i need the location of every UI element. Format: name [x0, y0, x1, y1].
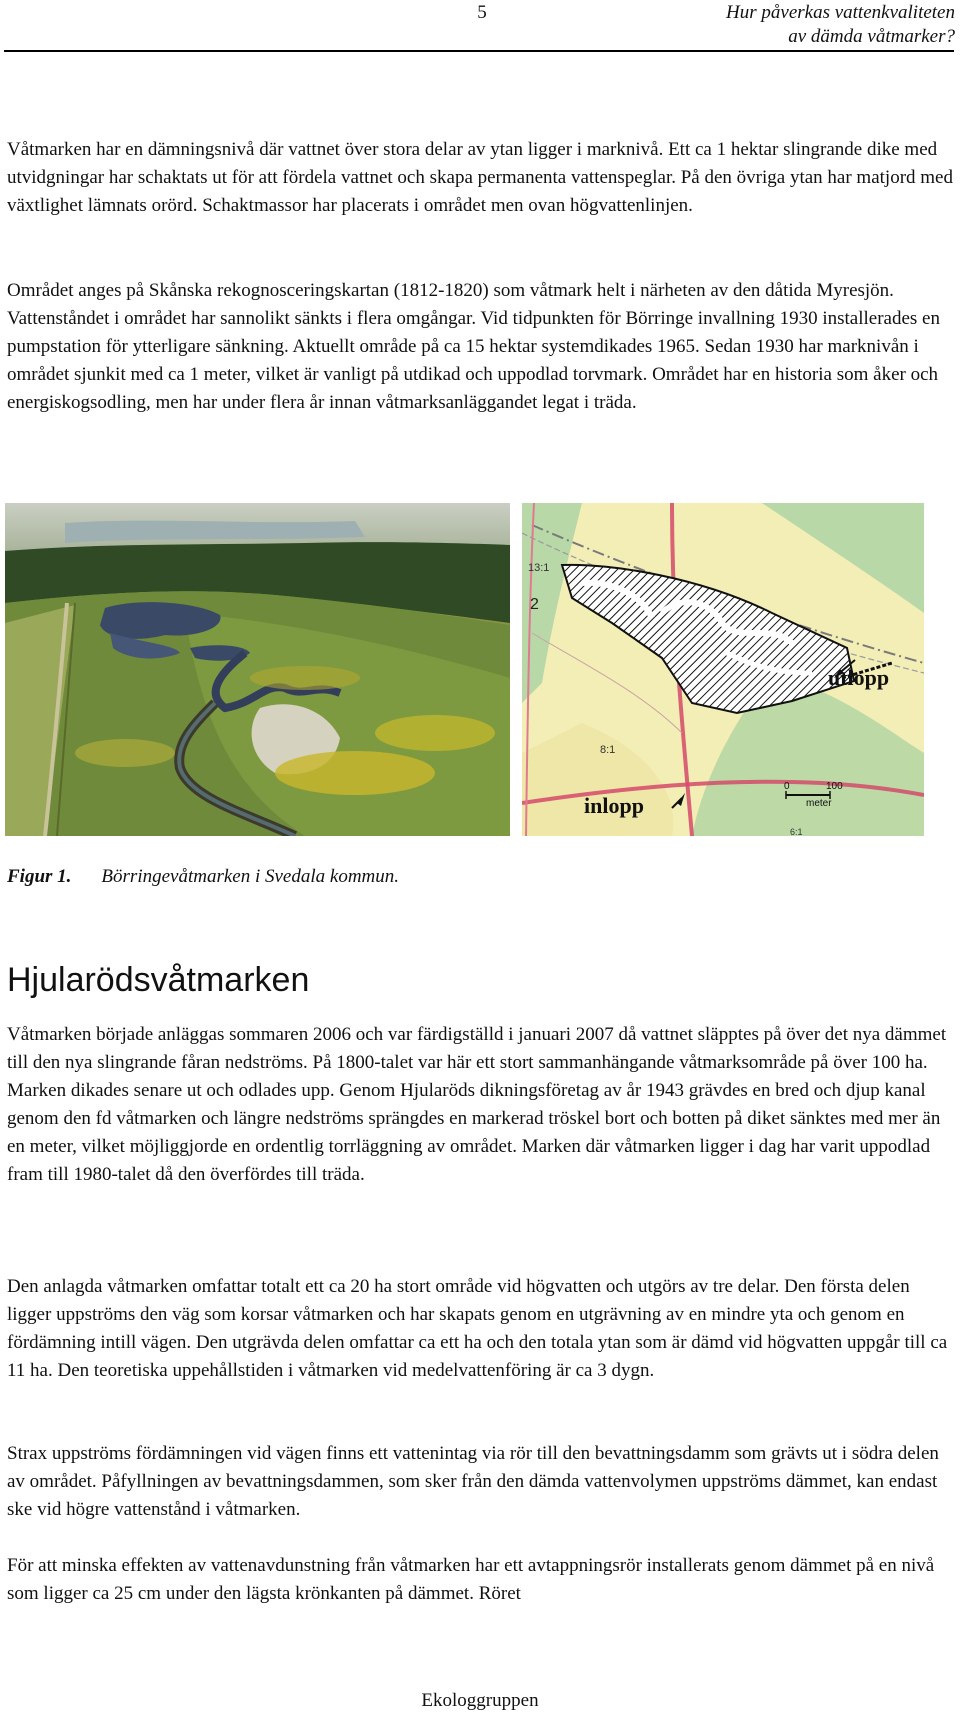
running-header-line2: av dämda våtmarker? — [788, 26, 955, 47]
aerial-photo-graphic — [5, 503, 510, 836]
paragraph-construction: Våtmarken började anläggas sommaren 2006 och var färdigställd i januari 2007 då vattnet släpptes på över det nya dämmet till den nya slingrande fåran nedströms. På 1800-talet var här ett stort sammanhängande våtmarksområde på över 100 ha. Marken dikades senare ut och odlades upp. Genom Hjularöds dikningsföretag av år 1943 grävdes en bred och djup kanal genom den fd våtmarken och längre nedströms sprängdes en markerad tröskel bort och botten på diket sänktes med mer än en meter, vilket möjliggjorde en ordentlig torrläggning av området. Marken där våtmarken ligger i dag har varit uppodlad fram till 1980-talet då den överfördes till träda. — [7, 1024, 947, 1185]
running-header-line1: Hur påverkas vattenkvaliteten — [726, 2, 955, 23]
aerial-photo — [5, 503, 510, 836]
running-header — [726, 1, 955, 49]
paragraph-irrigation: Strax uppströms fördämningen vid vägen finns ett vattenintag via rör till den bevattningsdamm som grävts ut i södra delen av området. Påfyllningen av bevattningsdammen, som sker från den dämda vattenvolymen uppströms dämmet, kan endast ske vid högre vattenstånd i våtmarken. — [7, 1443, 939, 1520]
page-number: 5 — [477, 2, 487, 23]
scale-start: 0 — [784, 781, 790, 792]
parcel-label-6-1: 6:1 — [790, 827, 803, 836]
section-heading: Hjularödsvåtmarken — [7, 961, 310, 999]
figure-caption — [7, 866, 399, 888]
parcel-label-13-1: 13:1 — [528, 562, 550, 574]
site-map-graphic — [522, 503, 924, 836]
paragraph-evaporation: För att minska effekten av vattenavdunstning från våtmarken har ett avtappningsrör installerats genom dämmet på en nivå som ligger ca 25 cm under den lägsta krönkanten på dämmet. Röret — [7, 1555, 935, 1604]
scale-end: 100 — [826, 781, 843, 792]
paragraph-damming-level: Våtmarken har en dämningsnivå där vattnet över stora delar av ytan ligger i marknivå. Ett ca 1 hektar slingrande dike med utvidgningar har schaktats ut för att fördela vattnet och skapa permanenta vattenspeglar. På den övriga ytan har matjord med växtlighet lämnats orörd. Schaktmassor har placerats i området men ovan högvattenlinjen. — [7, 139, 953, 216]
page-footer: Ekologgruppen — [421, 1690, 539, 1711]
figure-caption-label: Figur 1. — [7, 866, 72, 887]
paragraph-area: Den anlagda våtmarken omfattar totalt ett ca 20 ha stort område vid högvatten och utgörs av tre delar. Den första delen ligger uppströms den väg som korsar våtmarken och har skapats genom en utgrävning av en mindre yta och genom en fördämning intill vägen. Den utgrävda delen omfattar ca ett ha och den totala ytan som är dämd vid högvatten uppgår till ca 11 ha. Den teoretiska uppehållstiden i våtmarken vid medelvattenföring är ca 3 dygn. — [7, 1276, 948, 1381]
site-map — [522, 503, 924, 836]
parcel-label-8-1: 8:1 — [600, 744, 616, 756]
header-rule — [4, 50, 954, 52]
paragraph-history: Området anges på Skånska rekognosceringskartan (1812-1820) som våtmark helt i närheten av den dåtida Myresjön. Vattenståndet i området har sannolikt sänkts i flera omgångar. Vid tidpunkten för Börringe invallning 1930 installerades en pumpstation för ytterligare sänkning. Aktuellt område på ca 15 hektar systemdikades 1965. Sedan 1930 har marknivån i området sjunkit med ca 1 meter, vilket är vanligt på utdikad och uppodlad torvmark. Området har en historia som åker och energiskogsodling, men har under flera år innan våtmarksanläggandet legat i träda. — [7, 280, 940, 413]
map-label-utlopp: utlopp — [828, 665, 890, 690]
figure-caption-text: Börringevåtmarken i Svedala kommun. — [101, 866, 400, 887]
map-label-inlopp: inlopp — [584, 793, 644, 818]
scale-unit: meter — [806, 798, 832, 809]
parcel-label-2: 2 — [530, 596, 539, 613]
